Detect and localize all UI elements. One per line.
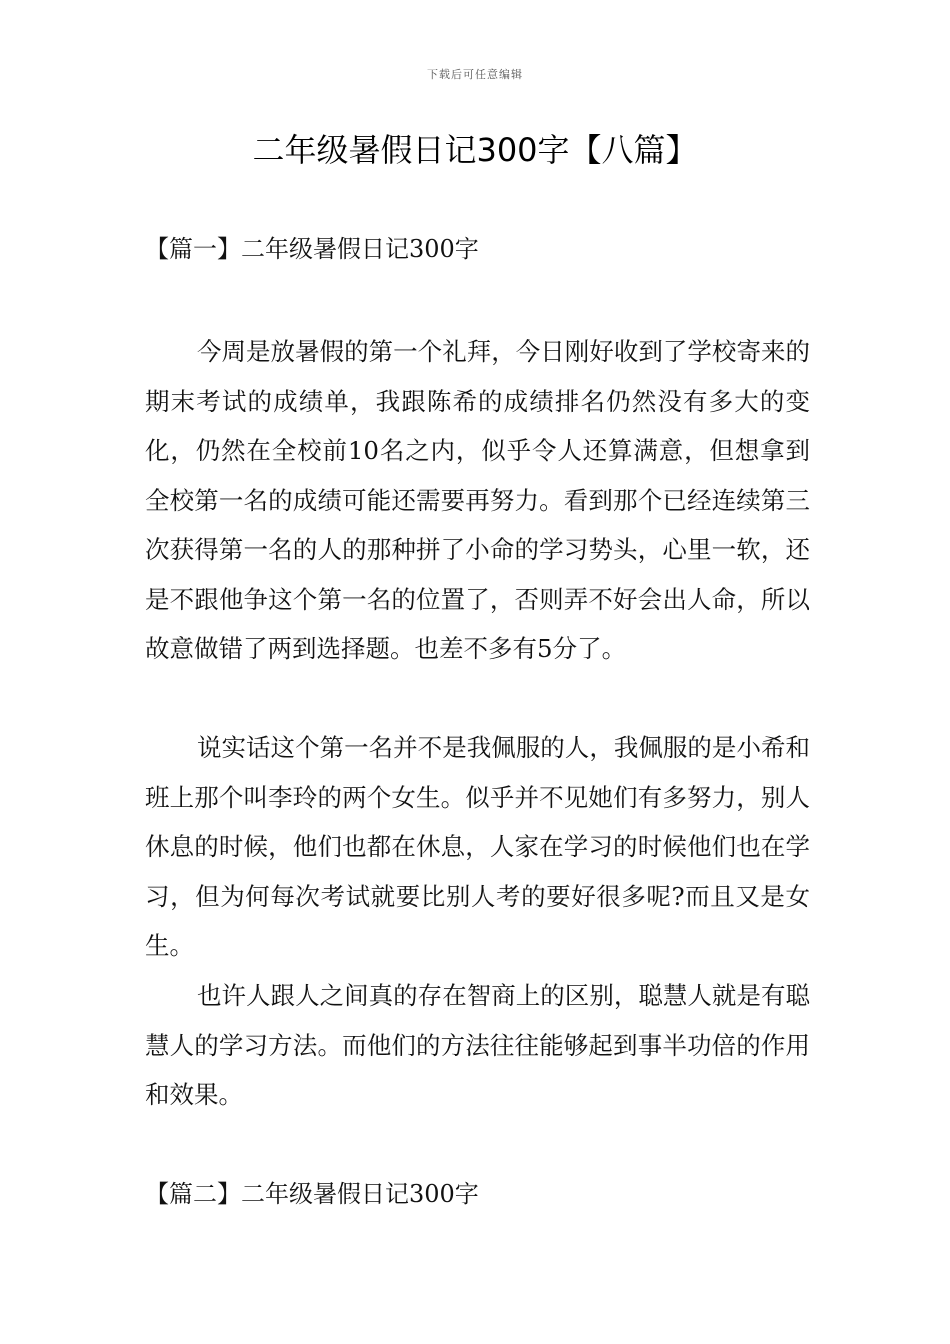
section-heading-2: 【篇二】二年级暑假日记300字 — [145, 1180, 479, 1208]
document-title: 二年级暑假日记300字【八篇】 — [252, 131, 698, 169]
section-heading-1: 【篇一】二年级暑假日记300字 — [145, 235, 479, 263]
paragraph-2: 说实话这个第一名并不是我佩服的人，我佩服的是小希和班上那个叫李玲的两个女生。似乎并不见她们有多努力，别人休息的时候，他们也都在休息，人家在学习的时候他们也在学习，但为何每次考试就要比别人考的要好很多呢?而且又是女生。 — [145, 733, 810, 960]
paragraph-1: 今周是放暑假的第一个礼拜，今日刚好收到了学校寄来的期末考试的成绩单，我跟陈希的成绩排名仍然没有多大的变化，仍然在全校前10名之内，似乎令人还算满意，但想拿到全校第一名的成绩可能还需要再努力。看到那个已经连续第三次获得第一名的人的那种拼了小命的学习势头，心里一软，还是不跟他争这个第一名的位置了，否则弄不好会出人命，所以故意做错了两到选择题。也差不多有5分了。 — [145, 337, 810, 663]
paragraph-3: 也许人跟人之间真的存在智商上的区别，聪慧人就是有聪慧人的学习方法。而他们的方法往往能够起到事半功倍的作用和效果。 — [145, 981, 810, 1109]
header-note: 下载后可任意编辑 — [427, 68, 523, 81]
